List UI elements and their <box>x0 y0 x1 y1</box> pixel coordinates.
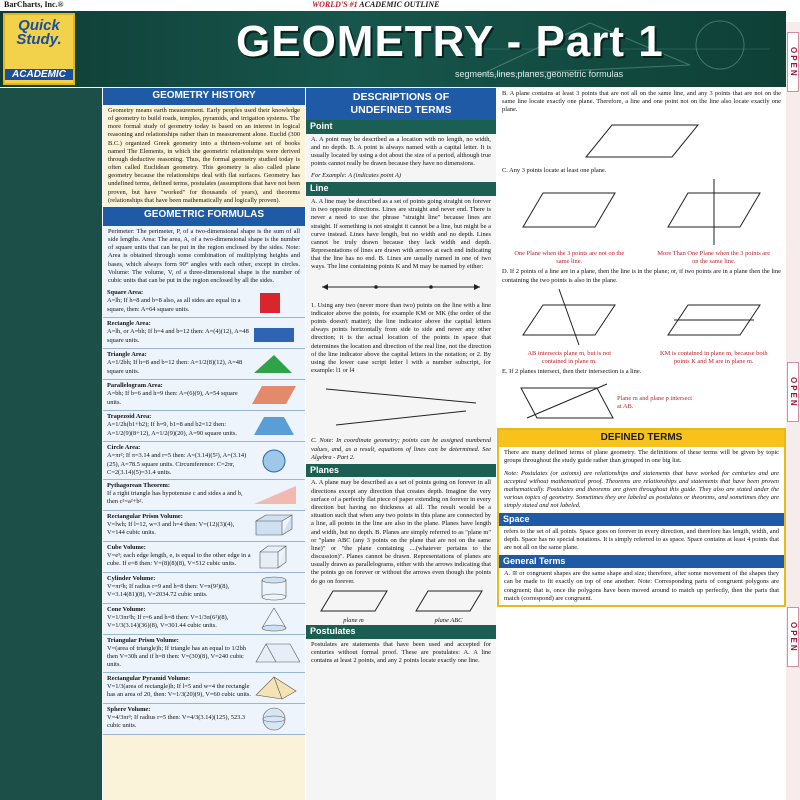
line-methods: 1. Using any two (never more than two) points on the line with a line indicator above the points, for example KM or MK (the order of the points doesn't matter); the line indicator above the capital letters always points horizontally from side to side and never any other direction; it is the actual location of the points in space that determines the location and direction of the real line, not the direction of the line indicator above the capital letters in the notation; or 2. By using the lower case script letter l with a number subscript, for example: l1 or l4 <box>311 301 491 375</box>
plane-abc-diagram <box>582 121 702 161</box>
formula-body: A=πr²; If π=3.14 and r=5 then: A=(3.14)(5²), A=(3.14)(25), A=78.5 square units. Circumference: C=2πr, C=2(3.14)(5)=31.4 units. <box>107 452 247 476</box>
formula-body: A=lh; If h=8 and b=8 also, as all sides are equal in a square, then: A=64 square units. <box>107 297 241 313</box>
page-subtitle: segments,lines,planes,geometric formulas <box>455 69 624 79</box>
formula-text <box>107 706 251 732</box>
formula-name: Triangle Area: <box>107 351 147 359</box>
sphere-icon <box>251 706 301 732</box>
plane-abc-figure: plane ABC <box>414 588 484 625</box>
line-heading: Line <box>306 182 496 196</box>
formula-row <box>103 287 305 318</box>
formula-row <box>103 542 305 573</box>
plane-m-figure: plane m <box>319 588 389 625</box>
one-plane-caption: One Plane when the 3 points are not on the same line. <box>514 249 625 266</box>
intersect-diagram <box>497 378 786 428</box>
column-undefined-terms <box>306 88 496 800</box>
planes-heading: Planes <box>306 464 496 478</box>
one-plane-shape <box>519 177 619 247</box>
trap-icon <box>251 413 301 439</box>
formula-row <box>103 380 305 411</box>
para-icon <box>251 382 301 408</box>
formula-row <box>103 349 305 380</box>
formula-body: V=4/3πr³; If radius r=5 then: V=4/3(3.14)(125), 523.3 cubic units. <box>107 713 246 730</box>
km-caption: KM is contained in plane m, because both points K and M are in plane m. <box>659 349 768 366</box>
postulate-c: C. Any 3 points locate at least one plane. <box>502 166 607 174</box>
pyr-icon <box>251 675 301 701</box>
formula-body: A=1/2h(b1+b2); If h=9, b1=8 and b2=12 then: A=1/2(9)(8+12), A=1/2(9)(20), A=90 square units. <box>107 421 237 437</box>
plane-diagrams <box>306 588 496 625</box>
formula-row <box>103 442 305 480</box>
world-rest: ACADEMIC OUTLINE <box>359 0 440 9</box>
formula-name: Square Area: <box>107 289 144 297</box>
formulas-intro: Perimeter: The perimeter, P, of a two-dimensional shape is the sum of all side lengths. Area: The area, A, of a two-dimensional shape is the number of square units that can be put in the region enclosed by the sides. Note: Area is obtained through some combination of multiplying heights and bases, which always form 90° angles with each other, except in circles. Volume: The volume, V, of a three-dimensional shape is the number of cubic units that can be put in the region enclosed by all the sides. <box>108 227 300 284</box>
formula-body: A=bh; If b=6 and h=9 then: A=(6)(9), A=54 square units. <box>107 390 238 406</box>
circle-icon <box>251 444 301 477</box>
more-plane-shape <box>664 177 764 247</box>
defined-intro: There are many defined terms of plane geometry. The definitions of these terms will be given by topic groups throughout the study guide rather than grouped in one big list. <box>504 449 779 465</box>
line-l-diagrams <box>316 381 486 431</box>
formula-text <box>107 675 251 701</box>
history-text: Geometry means earth measurement. Early peoples used their knowledge of geometry to build roads, temples, pyramids, and irrigation systems. The more formal study of geometry today is based on an interest in logical reasoning and relationships rather than in measurement alone. Euclid (300 B.C.) organized Greek geometry into a thirteen-volume set of books named The Elements, in which the geometric relationships were derived through deductive reasoning. Thus, the formal geometry studied today is often called Euclidean geometry. This geometry is also called plane geometry because the relationships deal with flat surfaces. Geometry has undefined terms, defined terms, postulates (assumptions that have not been proven, but have "worked" for thousands of years), and theorems (relationships that have been mathematically and logically proven). <box>108 106 300 204</box>
formula-name: Cylinder Volume: <box>107 574 156 582</box>
formula-row <box>103 604 305 635</box>
formula-text <box>107 637 251 670</box>
formula-name: Pythagorean Theorem: <box>107 481 171 489</box>
postulate-d: D. If 2 points of a line are in a plane, then the line is in the plane; or, if two points are in a plane then the line containing the two points is also in the plane. <box>502 268 781 284</box>
formula-name: Rectangle Area: <box>107 320 151 328</box>
defined-terms-box <box>497 428 786 606</box>
plane-count-diagrams <box>497 177 786 267</box>
title-banner <box>0 11 786 87</box>
column-history-formulas <box>103 88 305 800</box>
general-text: A. ≅ or congruent shapes are the same shape and size; therefore, after some movement of the shapes they can be made to fit exactly on top of one another. Note: Corresponding parts of congruent polygons are congruent; that is, once the polygons have been moved around to match up perfectly, then the parts that match (correspond) are congruent. <box>504 570 779 602</box>
space-heading: Space <box>499 513 784 527</box>
line-km-diagram <box>316 278 486 296</box>
defined-heading: DEFINED TERMS <box>499 430 784 447</box>
km-shape <box>664 287 764 347</box>
formula-text <box>107 444 251 477</box>
formula-row <box>103 704 305 735</box>
world-prefix: WORLD'S #1 <box>312 0 358 9</box>
km-figure <box>659 287 769 367</box>
open-tab-1[interactable]: OPEN <box>787 32 799 92</box>
formula-name: Trapezoid Area: <box>107 413 152 421</box>
publisher: BarCharts, Inc.® <box>4 0 64 9</box>
defined-note: Note: Postulates (or axioms) are relationships and statements that have worked for centuries and are accepted without mathematical proof. Theorems are relationships and statements that have been proven mathematically. Postulates and theorems are given throughout this guide. They also are stated under the various topics of geometry. Sometimes they are labeled as postulates or theorems, and sometimes they are simply stated and not labeled. <box>504 469 779 510</box>
formula-body: If a right triangle has hypotenuse c and sides a and b, then c²=a²+b². <box>107 490 243 506</box>
plane-abc-shape <box>414 588 484 614</box>
tri-icon <box>251 351 301 377</box>
formula-body: A=lh, or A=bh; If h=4 and b=12 then: A=(4)(12), A=48 square units. <box>107 328 249 344</box>
point-example: For Example: A (indicates point A) <box>311 172 401 180</box>
pyth-icon <box>251 482 301 508</box>
space-text: refers to the set of all points. Space goes on forever in every direction, and therefore has length, width, and depth. Space has no special notations. It is simply referred to as space. Space contains at least 4 points that are not all on the same plane. <box>504 528 779 552</box>
quickstudy-logo: Quick Study. ACADEMIC <box>3 13 75 85</box>
formula-row <box>103 635 305 673</box>
prism-icon <box>251 513 301 539</box>
intersect-shape <box>517 378 617 428</box>
formula-name: Sphere Volume: <box>107 705 151 713</box>
top-strip <box>0 0 800 10</box>
formula-name: Triangular Prism Volume: <box>107 636 179 644</box>
square-icon <box>251 289 301 315</box>
formulas-box <box>103 224 305 735</box>
formula-name: Rectangular Prism Volume: <box>107 512 183 520</box>
postulate-e: E. If 2 planes intersect, then their intersection is a line. <box>502 368 642 376</box>
formula-name: Rectangular Pyramid Volume: <box>107 674 191 682</box>
ab-figure <box>514 287 624 367</box>
one-plane-figure <box>509 177 629 267</box>
left-accent-bar <box>0 88 102 800</box>
formula-body: V=1/3πr²h; If r=6 and h=8 then: V=1/3π(6²)(8), V=1/3(3.14)(36)(8), V=301.44 cubic units. <box>107 614 229 630</box>
intersect-caption: Plane m and plane p intersect at AB. <box>617 395 693 411</box>
line-in-plane-diagrams <box>497 287 786 367</box>
point-text: A. A point may be described as a location with no length, no width, and no depth. B. A point is always named with a capital letter. It is usually located by using a dot about the size of a period, although true points cannot really be drawn because they have no dimensions. <box>311 135 491 168</box>
formula-row <box>103 673 305 704</box>
cyl-icon <box>251 575 301 601</box>
point-heading: Point <box>306 120 496 134</box>
cone-icon <box>251 606 301 632</box>
postulates-heading: Postulates <box>306 625 496 639</box>
undefined-heading: DESCRIPTIONS OF UNDEFINED TERMS <box>306 88 496 120</box>
page-title: GEOMETRY - Part 1 <box>236 17 664 66</box>
formula-name: Parallelogram Area: <box>107 382 163 390</box>
cube-icon <box>251 544 301 570</box>
formula-text <box>107 513 251 539</box>
formula-name: Cube Volume: <box>107 543 146 551</box>
formula-name: Circle Area: <box>107 444 141 452</box>
more-plane-figure <box>654 177 774 267</box>
line-note: C. Note: In coordinate geometry; points can be assigned numbered values, and, as a result, equations of lines can be determined. See Algebra - Part 2. <box>311 437 491 461</box>
history-heading: GEOMETRY HISTORY <box>103 88 305 105</box>
planes-text: A. A plane may be described as a set of points going on forever in all directions except any direction that creates depth. Imagine the very surface of a perfectly flat piece of paper extending on forever in every direction but having no thickness at all. The result would be a situation such that when any two points in this plane are connected by a line, all points in the line are also in the plane. Planes have length and width, but no depth. B. Planes are simply referred to as "plane m" or "plane ABC (any 3 points on the plane that are not on the same line)" or "the plane containing ....(whatever pertains to the discussion)". Planes cannot be drawn. Representations of planes are usually drawn as parallelograms, either with the arrows indicating that the points go on forever or without the arrows even though the points do go on forever. <box>311 479 491 585</box>
formula-body: V=1/3(area of rectangle)h; If l=5 and w=4 the rectangle has an area of 20, then: V=1/3(20)(9), V=60 cubic units. <box>107 682 251 699</box>
formula-name: Cone Volume: <box>107 605 146 613</box>
formula-text <box>107 413 251 439</box>
formula-text <box>107 544 251 570</box>
formula-body: V=lwh; If l=12, w=3 and h=4 then: V=(12)(3)(4), V=144 cubic units. <box>107 521 235 537</box>
formula-text <box>107 382 251 408</box>
column-postulates-defined <box>497 88 786 800</box>
formula-row <box>103 573 305 604</box>
formula-body: V=(area of triangle)h; If triangle has an equal to 1/2bh then V=30h and if h=8 then: V=(30)(8), V=240 cubic units. <box>107 645 246 669</box>
formula-row <box>103 411 305 442</box>
more-plane-caption: More Than One Plane when the 3 points are on the same line. <box>657 249 771 266</box>
formula-text <box>107 320 251 346</box>
formula-body: V=πr²h; If radius r=9 and h=8 then: V=π(9²)(8), V=3.14(81)(8), V=2034.72 cubic units. <box>107 583 230 599</box>
general-heading: General Terms <box>499 555 784 569</box>
formulas-heading: GEOMETRIC FORMULAS <box>103 207 305 224</box>
world-tagline <box>312 0 440 10</box>
formula-text <box>107 575 251 601</box>
open-tab-3[interactable]: OPEN <box>787 607 799 667</box>
triprism-icon <box>251 637 301 670</box>
formula-row <box>103 318 305 349</box>
open-tab-strip <box>786 22 800 800</box>
plane-m-shape <box>319 588 389 614</box>
formula-text <box>107 482 251 508</box>
formula-text <box>107 351 251 377</box>
formula-row <box>103 480 305 511</box>
postulates-text: Postulates are statements that have been used and accepted for centuries without formal proof. These are postulates: A. A line contains at least 2 points, and any 2 points locate exactly one line. <box>311 640 491 665</box>
formula-row <box>103 511 305 542</box>
rect-icon <box>251 320 301 346</box>
line-text: A. A line may be described as a set of points going straight on forever in two opposite directions. Lines are straight and never end. There is never a need to use the phrase "straight line" because lines are straight. If something is not straight it cannot be a line, but might be a curve instead. Lines have length, but no width and no depth. Lines cannot be truly drawn because they lack width and depth. Representations of lines are drawn with arrows at each end indicating that the line has no end. B. Lines are usually named in one of two ways. The line containing points K and M may be named by either: <box>311 197 491 271</box>
open-tab-2[interactable]: OPEN <box>787 362 799 422</box>
ab-shape <box>519 287 619 347</box>
formula-text <box>107 289 251 315</box>
ab-caption: AB intersects plane m, but is not contained in plane m. <box>527 349 612 366</box>
formula-body: A=1/2bh; If h=8 and b=12 then: A=1/2(8)(12), A=48 square units. <box>107 359 243 375</box>
formula-body: V=e³; each edge length, e, is equal to the other edge in a cube. If e=8 then: V=(8)(8)(8), V=512 cubic units. <box>107 552 251 568</box>
formula-text <box>107 606 251 632</box>
postulate-b: B. A plane contains at least 3 points that are not all on the same line, and any 3 points that are not on the same line locate exactly one plane. Therefore, a line and one point not on the line also locate exactly one plane. <box>502 90 781 114</box>
